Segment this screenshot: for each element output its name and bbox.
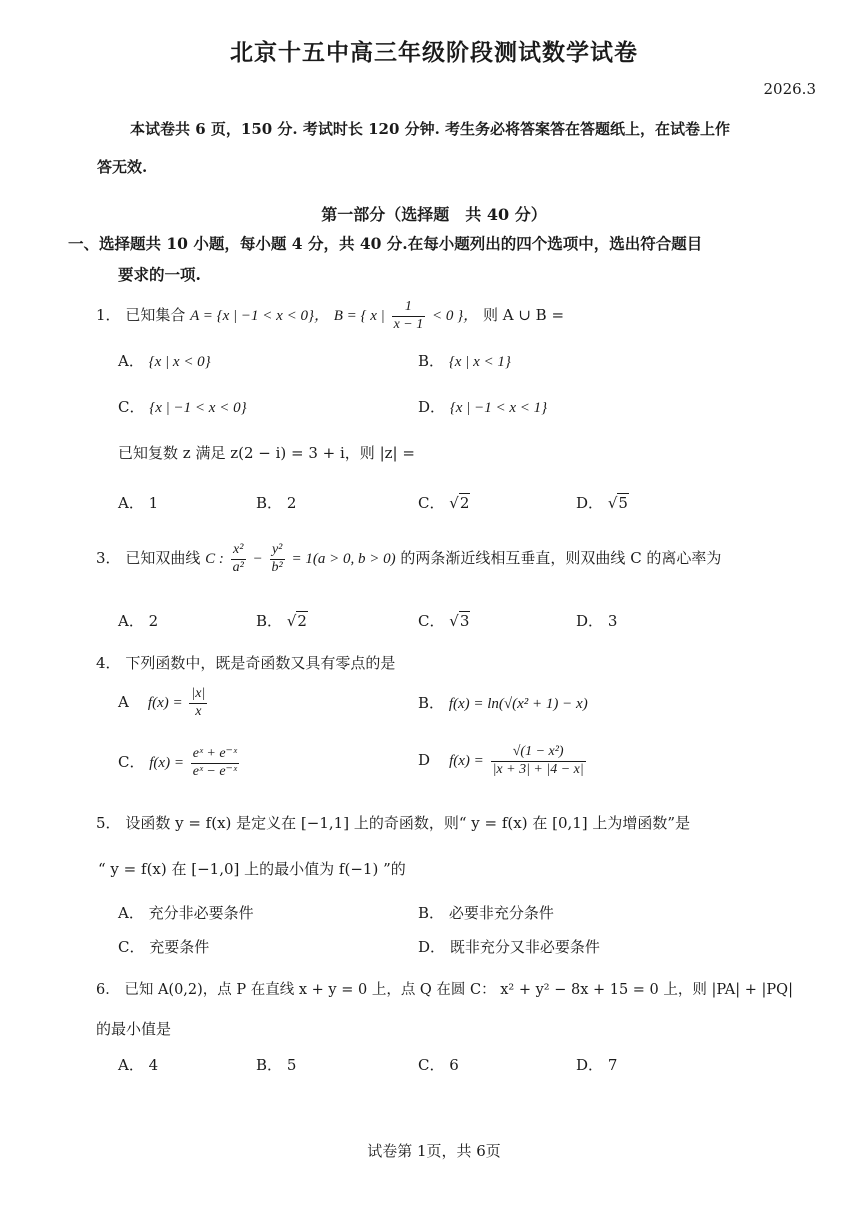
sqrt-icon: √ (607, 494, 618, 512)
question-3-stem: 3． 已知双曲线 C : $\frac{\text{x²}}{\text{a²}}$ − $\frac{\text{y²}}{\text{b²}}$ = 1(a > 0, b > 0) 的两条渐近线相互垂直，则双曲线 C 的离心率为 (96, 542, 722, 575)
fraction: $\frac{\text{eˣ + e⁻ˣ}}{\text{eˣ − e⁻ˣ}}$ (192, 746, 237, 779)
sqrt-icon: √ (449, 494, 459, 512)
q6-option-d[interactable]: D． 7 (576, 1056, 618, 1074)
part-heading: 第一部分（选择题 共 40 分） (321, 205, 547, 224)
q6-option-b[interactable]: B． 5 (256, 1056, 297, 1074)
question-6-line-1: 6． 已知 A(0,2)，点 P 在直线 x + y = 0 上，点 Q 在圆 C： x² + y² − 8x + 15 = 0 上，则 |PA| + |PQ| (96, 982, 793, 998)
q3-option-a[interactable]: A． 2 (118, 612, 159, 630)
fraction: $\frac{1}{x - 1}$ (393, 299, 424, 332)
q2-option-a[interactable]: A． 1 (118, 494, 159, 512)
q4-option-c[interactable]: C． f(x) = $\frac{\text{eˣ + e⁻ˣ}}{\text{eˣ − e⁻ˣ}}$ (118, 746, 237, 779)
exam-title: 北京十五中高三年级阶段测试数学试卷 (230, 39, 638, 66)
q5-option-a[interactable]: A． 充分非必要条件 (118, 904, 254, 922)
section-instructions-line-2: 要求的一项. (118, 265, 201, 284)
q6-option-a[interactable]: A． 4 (118, 1056, 159, 1074)
question-5-line-2: “ y = f(x) 在 [−1,0] 上的最小值为 f(−1) ”的 (98, 860, 406, 878)
sqrt-icon: √ (286, 612, 297, 630)
q5-option-c[interactable]: C． 充要条件 (118, 938, 210, 956)
q3-option-c[interactable]: C． √3 (418, 612, 470, 630)
q3-option-b[interactable]: B． √2 (256, 612, 307, 630)
sqrt-icon: √ (449, 612, 459, 630)
q3-option-d[interactable]: D． 3 (576, 612, 618, 630)
q1-option-c[interactable]: C． {x | −1 < x < 0} (118, 398, 247, 416)
q5-option-d[interactable]: D． 既非充分又非必要条件 (418, 938, 600, 956)
q4-option-a[interactable]: A f(x) = $\frac{|x|}{x}$ (118, 686, 206, 719)
q1-option-a[interactable]: A． {x | x < 0} (118, 352, 211, 370)
section-instructions-line-1: 一、选择题共 10 小题，每小题 4 分，共 40 分.在每小题列出的四个选项中，选出符合题目 (68, 234, 703, 253)
q4-option-d[interactable]: D f(x) = $\frac{\text{√(1 − x²)}}{|x + 3| + |4 - x|}$ (418, 744, 584, 777)
q6-option-c[interactable]: C． 6 (418, 1056, 459, 1074)
page-footer: 试卷第 1页，共 6页 (367, 1142, 501, 1160)
q5-option-b[interactable]: B． 必要非充分条件 (418, 904, 554, 922)
question-5-line-1: 5． 设函数 y = f(x) 是定义在 [−1,1] 上的奇函数，则“ y = f(x) 在 [0,1] 上为增函数”是 (96, 814, 691, 832)
q1-option-d[interactable]: D． {x | −1 < x < 1} (418, 398, 548, 416)
question-1-stem: 1． 已知集合 A = {x | −1 < x < 0}， B = { x | $\frac{1}{x - 1}$ < 0 }， 则 A ∪ B = (96, 299, 565, 332)
question-6-line-2: 的最小值是 (96, 1020, 172, 1038)
fraction: $\frac{|x|}{x}$ (191, 686, 206, 719)
q2-option-d[interactable]: D． √5 (576, 494, 628, 512)
q2-option-c[interactable]: C． √2 (418, 494, 470, 512)
question-number: 1． (96, 306, 121, 324)
question-2-stem: 已知复数 z 满足 z(2 − i) = 3 + i，则 |z| = (118, 444, 415, 462)
q1-option-b[interactable]: B． {x | x < 1} (418, 352, 511, 370)
q4-option-b[interactable]: B． f(x) = ln(√(x² + 1) − x) (418, 694, 588, 712)
fraction: $\frac{\text{x²}}{\text{a²}}$ (232, 542, 244, 575)
fraction: $\frac{\text{√(1 − x²)}}{|x + 3| + |4 - x|}$ (492, 744, 584, 777)
fraction: $\frac{\text{y²}}{\text{b²}}$ (271, 542, 283, 575)
q2-option-b[interactable]: B． 2 (256, 494, 297, 512)
question-4-stem: 4． 下列函数中，既是奇函数又具有零点的是 (96, 654, 396, 672)
exam-date: 2026.3 (763, 80, 816, 98)
intro-line-1: 本试卷共 6 页，150 分. 考试时长 120 分钟. 考生务必将答案答在答题纸上，在试卷上作 (130, 120, 731, 138)
intro-line-2: 答无效. (97, 158, 148, 176)
